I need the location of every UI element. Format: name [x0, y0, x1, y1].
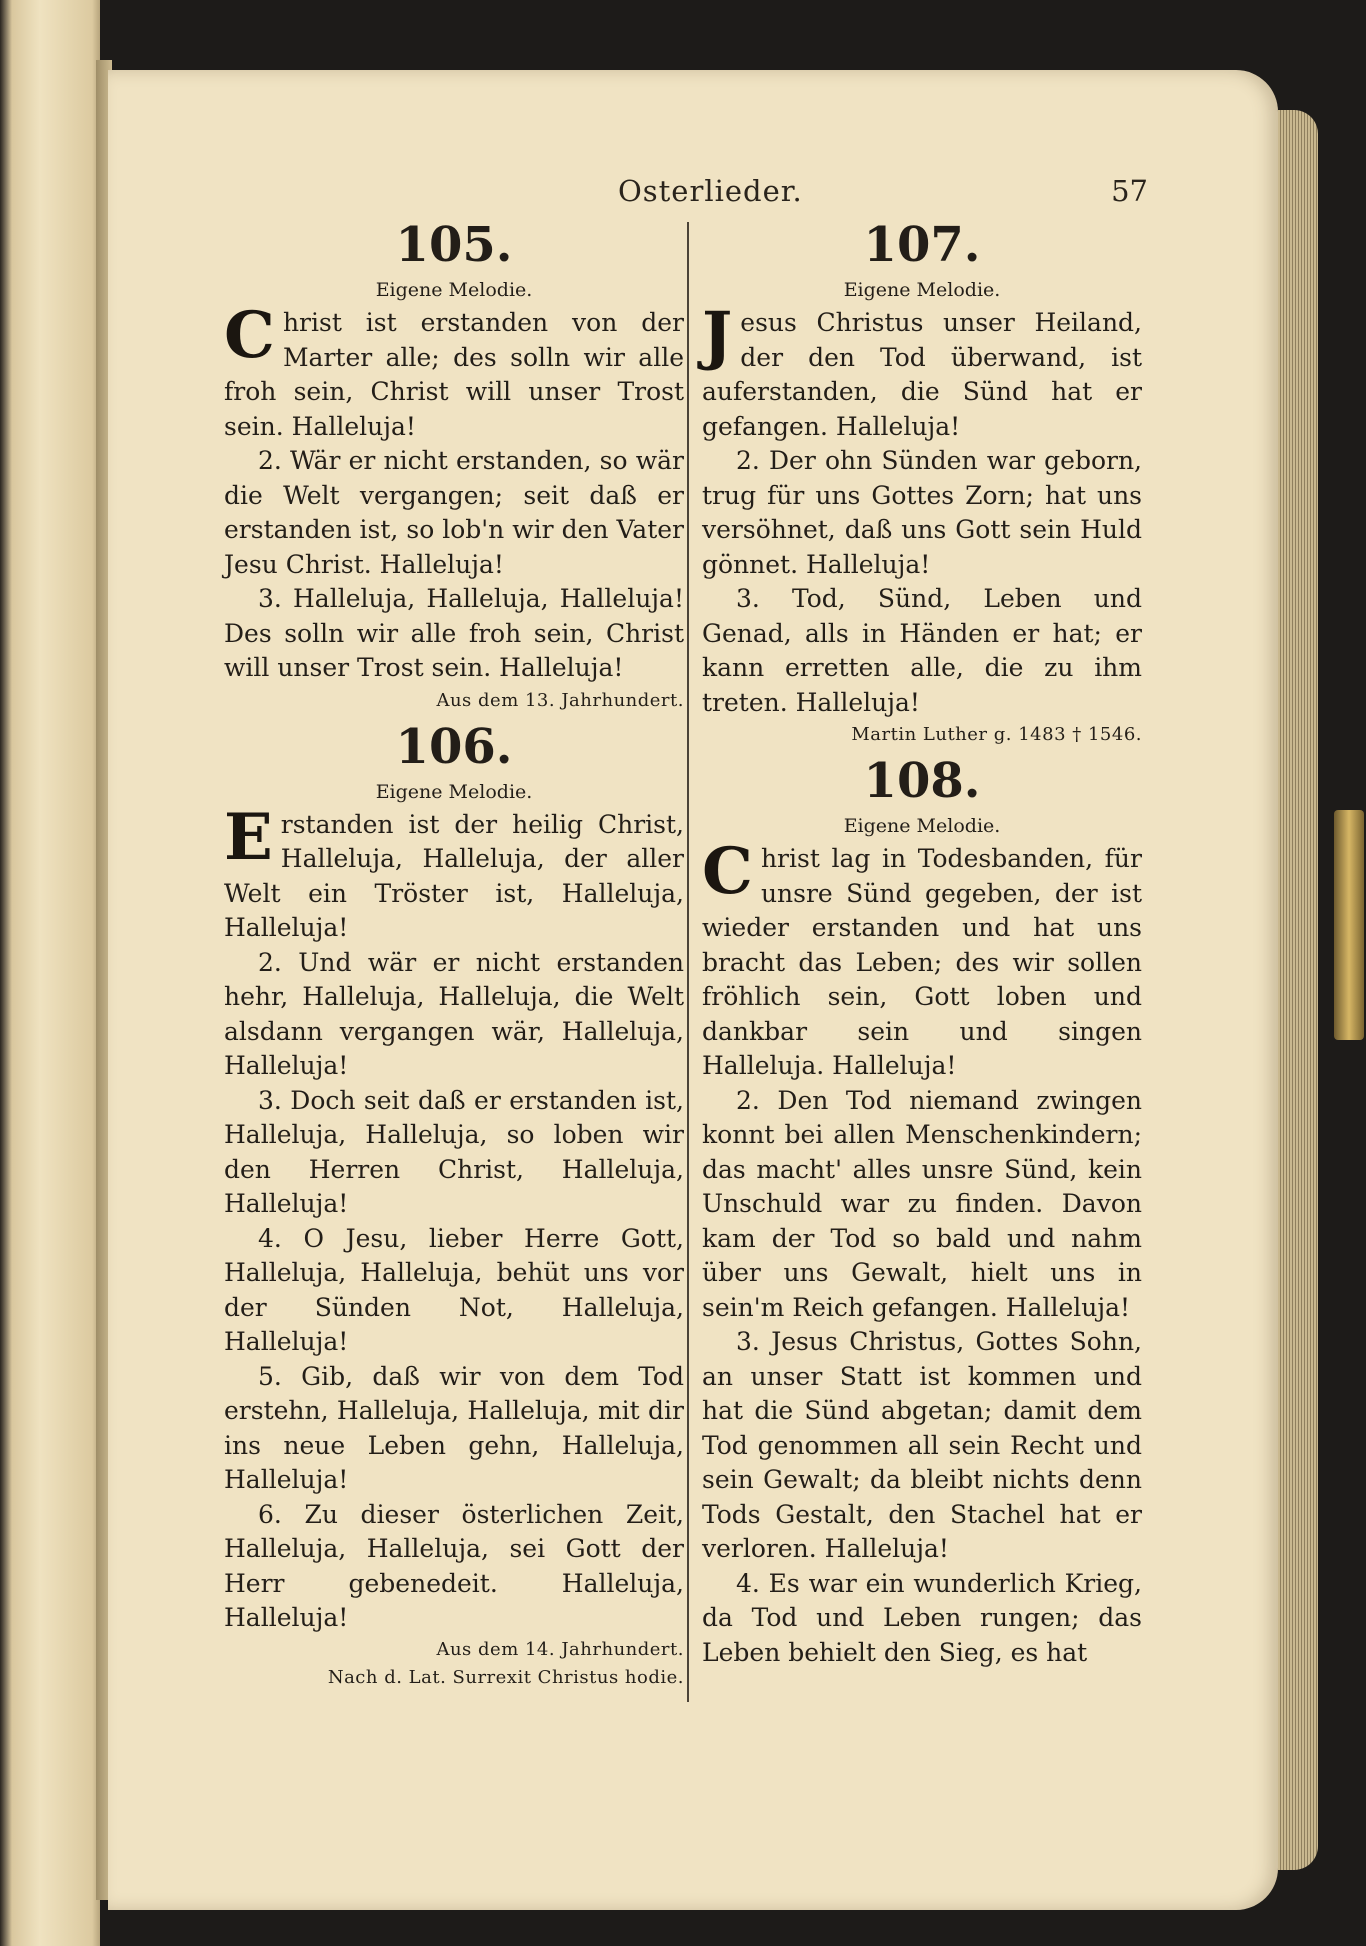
melody-note: Eigene Melodie.: [843, 279, 1001, 301]
left-page-edge: [0, 0, 100, 1946]
stanza-2: 2. Der ohn Sünden war geborn, trug für uns Gottes Zorn; hat uns versöhnet, daß uns Gott sein Huld gönnet. Halleluja!: [702, 446, 1142, 579]
hymn-107: [702, 214, 1142, 750]
stanza-2: 2. Wär er nicht erstanden, so wär die Welt vergangen; seit daß er erstanden ist, so lob'n wir den Vater Jesu Christ. Halleluja!: [224, 446, 684, 579]
page-header: [108, 174, 1148, 214]
hymn-108: [702, 750, 1142, 1670]
column-divider: [687, 222, 689, 1702]
stanza-1: Jesus Christus unser Heiland, der den Tod überwand, ist auferstanden, die Sünd hat er gefangen. Halleluja!: [702, 298, 1142, 441]
stanza-1: Christ lag in Todesbanden, für unsre Sünd gegeben, der ist wieder erstanden und hat uns bracht das Leben; des wir sollen fröhlich sein, Gott loben und dankbar sein und singen Halleluja. Halleluja!: [702, 834, 1142, 1080]
hymn-106: [224, 716, 684, 1692]
stanza-3: 3. Tod, Sünd, Leben und Genad, alls in Händen er hat; er kann erretten alle, die zu ihm treten. Halleluja!: [702, 584, 1142, 717]
stanza-4: 4. O Jesu, lieber Herre Gott, Halleluja, Halleluja, behüt uns vor der Sünden Not, Halleluja, Halleluja!: [224, 1223, 684, 1356]
hymn-number: 108.: [863, 753, 981, 809]
stanza-1: Erstanden ist der heilig Christ, Halleluja, Halleluja, der aller Welt ein Tröster ist, Halleluja, Halleluja!: [224, 799, 684, 942]
melody-note: Eigene Melodie.: [375, 279, 533, 301]
stanza-2: 2. Und wär er nicht erstanden hehr, Halleluja, Halleluja, die Welt alsdann vergangen wär, Halleluja, Halleluja!: [224, 947, 684, 1080]
left-column: [224, 214, 684, 1692]
stanza-3: 3. Doch seit daß er erstanden ist, Halleluja, Halleluja, so loben wir den Herren Christ, Halleluja, Halleluja!: [224, 1085, 684, 1218]
melody-note: Eigene Melodie.: [843, 815, 1001, 837]
book-clasp: [1334, 810, 1364, 1040]
hymn-number: 105.: [395, 217, 513, 273]
hymn-105: [224, 214, 684, 716]
stanza-4: 4. Es war ein wunderlich Krieg, da Tod und Leben rungen; das Leben behielt den Sieg, es hat: [702, 1568, 1142, 1667]
right-column: [702, 214, 1142, 1670]
hymn-source: Martin Luther g. 1483 † 1546.: [851, 724, 1142, 745]
drop-cap: J: [702, 298, 733, 373]
melody-note: Eigene Melodie.: [375, 780, 533, 803]
hymn-number: 107.: [863, 217, 981, 273]
running-title: Osterlieder.: [618, 174, 803, 208]
page-block-edge: [1278, 110, 1318, 1870]
stanza-2: 2. Den Tod niemand zwingen konnt bei allen Menschenkindern; das macht' alles unsre Sünd, kein Unschuld war zu finden. Davon kam der Tod so bald und nahm über uns Gewalt, hielt uns in sein'm Reich gefangen. Halleluja!: [702, 1085, 1142, 1322]
stanza-3: 3. Halleluja, Halleluja, Halleluja! Des solln wir alle froh sein, Christ will unser Trost sein. Halleluja!: [224, 584, 684, 682]
drop-cap: C: [702, 834, 753, 909]
page-number: 57: [1111, 174, 1148, 208]
drop-cap: C: [224, 298, 275, 373]
stanza-5: 5. Gib, daß wir von dem Tod erstehn, Halleluja, Halleluja, mit dir ins neue Leben gehn, Halleluja, Halleluja!: [224, 1361, 684, 1494]
hymn-number: 106.: [395, 718, 513, 775]
hymn-source: Aus dem 13. Jahrhundert.: [436, 689, 684, 711]
hymn-source-note: Nach d. Lat. Surrexit Christus hodie.: [327, 1666, 684, 1688]
drop-cap: E: [224, 799, 273, 875]
stanza-3: 3. Jesus Christus, Gottes Sohn, an unser Statt ist kommen und hat die Sünd abgetan; damit dem Tod genommen all sein Recht und sein Gewalt; da bleibt nichts denn Tods Gestalt, den Stachel hat er verloren. Halleluja!: [702, 1327, 1142, 1563]
hymn-source: Aus dem 14. Jahrhundert.: [436, 1638, 684, 1660]
stanza-6: 6. Zu dieser österlichen Zeit, Halleluja, Halleluja, sei Gott der Herr gebenedeit. Halleluja, Halleluja!: [224, 1499, 684, 1632]
stanza-1: Christ ist erstanden von der Marter alle; des solln wir alle froh sein, Christ will unser Trost sein. Halleluja!: [224, 298, 684, 441]
